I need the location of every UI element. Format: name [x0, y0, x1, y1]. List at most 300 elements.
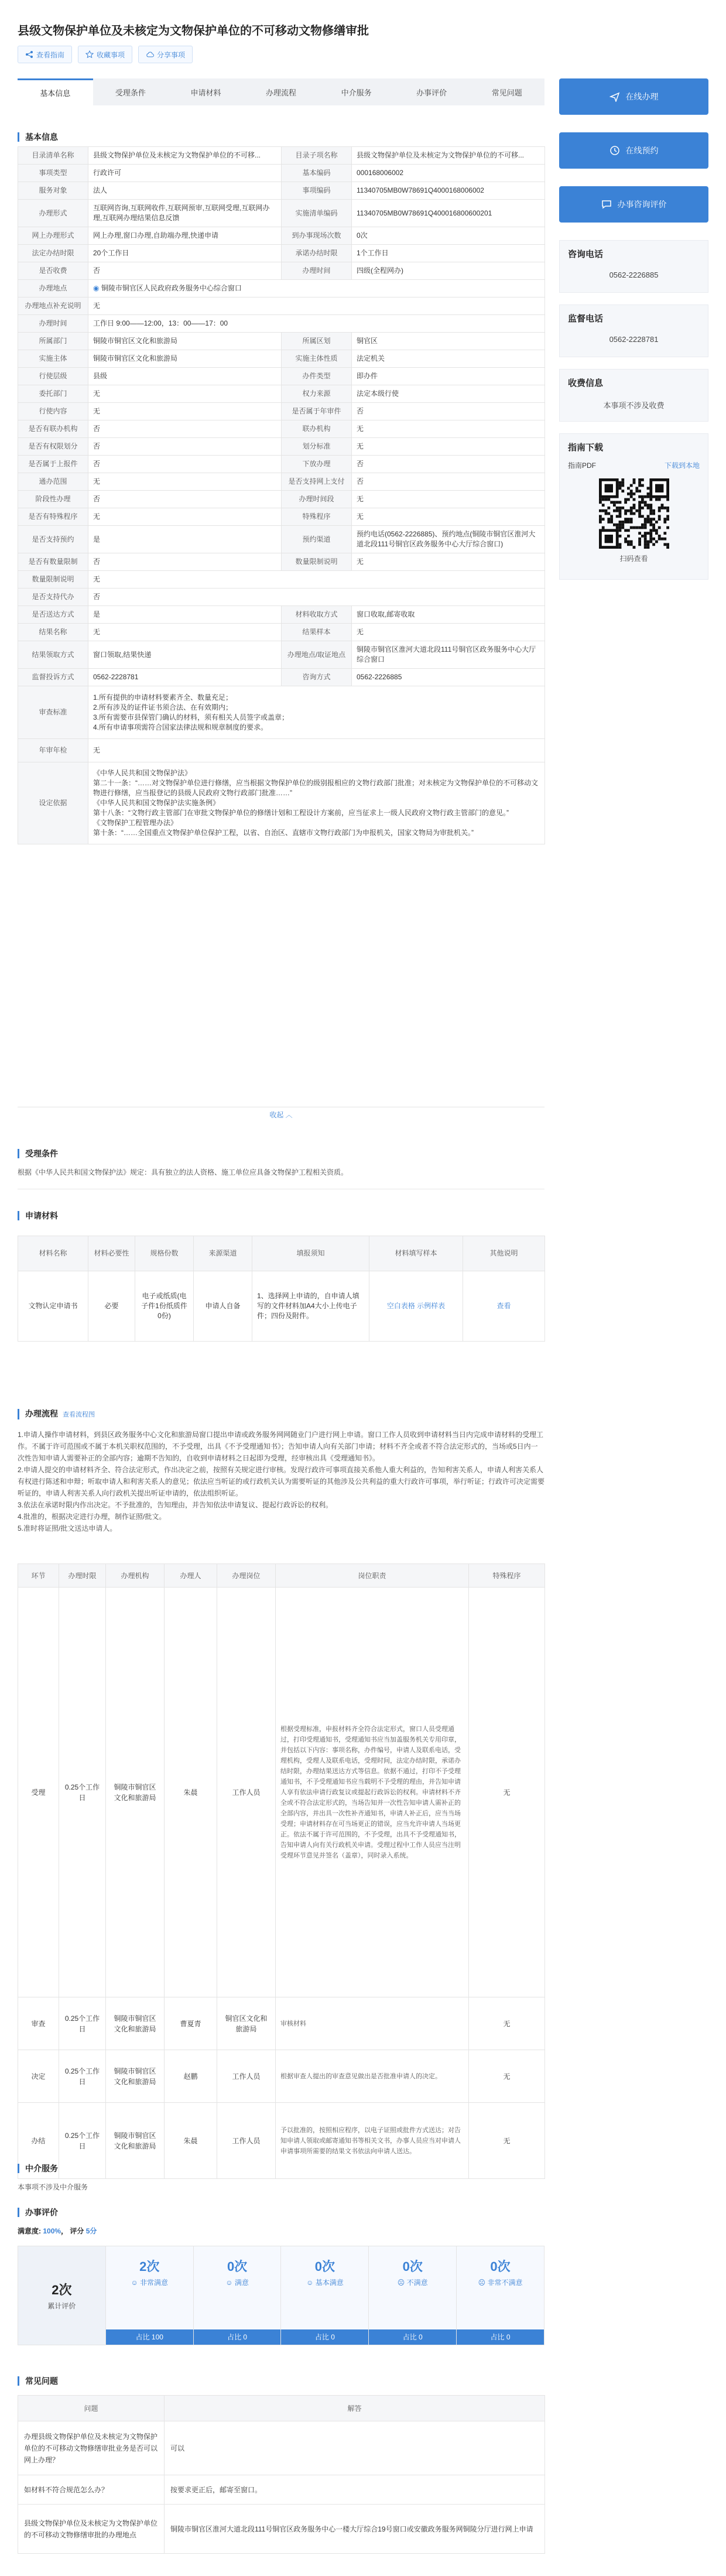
info-label: 办理时间	[18, 315, 88, 333]
faq-answer: 铜陵市铜官区淮河大道北段111号铜官区政务服务中心一楼大厅综合19号窗口或安徽政务服务网铜陵分厅进行网上申请	[165, 2505, 545, 2554]
process-step-text: 3.依法在承诺时限内作出决定。不予批准的，告知理由，并告知依法申请复议、提起行政诉讼的权利。	[18, 1501, 333, 1509]
eval-total	[18, 2246, 106, 2345]
info-value: 否	[352, 473, 545, 491]
info-value: 工作日 9:00——12:00，13：00——17：00	[88, 315, 545, 333]
info-value: 即办件	[352, 368, 545, 385]
material-necessity: 必要	[88, 1271, 135, 1342]
table-row	[18, 2475, 545, 2505]
info-value: 无	[352, 624, 545, 641]
info-label: 是否支持代办	[18, 589, 88, 606]
process-cell: 铜陵市铜官区文化和旅游局	[106, 1997, 165, 2050]
online-apply-label: 在线办理	[625, 92, 659, 101]
text-line: 3.所有需要市县保管门确认的材料，须有相关人员签字或盖章；	[93, 713, 289, 721]
view-flowchart-link[interactable]: 查看流程图	[63, 1411, 95, 1418]
materials-header: 填报须知	[252, 1236, 369, 1271]
info-label: 办理时间段	[282, 491, 352, 508]
info-label: 年审年检	[18, 739, 88, 762]
info-value: 铜陵市铜官区文化和旅游局	[88, 350, 282, 368]
score-value: 5分	[85, 2227, 97, 2235]
tab-bar	[18, 78, 544, 105]
view-guide-label: 查看指南	[36, 50, 65, 59]
info-row	[18, 624, 545, 641]
info-label: 结果名称	[18, 624, 88, 641]
eval-label: ☹ 不满意	[397, 2279, 428, 2287]
eval-ratio: 占比 0	[281, 2329, 368, 2345]
eval-ratio: 占比 100	[106, 2329, 193, 2345]
info-label: 是否属于年审件	[282, 403, 352, 420]
process-cell: 无	[469, 1588, 545, 1997]
eval-label: ☺ 满意	[225, 2279, 249, 2287]
guide-download-title: 指南下载	[568, 443, 604, 453]
process-cell: 工作人员	[217, 2103, 276, 2179]
share-label: 分享事项	[157, 50, 186, 59]
info-value: 否	[88, 589, 545, 606]
info-label: 网上办理形式	[18, 227, 88, 245]
info-label: 办理地点补充说明	[18, 297, 88, 315]
process-step-text: 5.准时将证照/批文送达申请人。	[18, 1524, 117, 1532]
info-label: 结果样本	[282, 624, 352, 641]
process-header: 办理岗位	[217, 1564, 276, 1588]
materials-heading: 申请材料	[18, 1211, 58, 1220]
info-row	[18, 350, 545, 368]
info-label: 所属区划	[282, 333, 352, 350]
tab-faq[interactable]: 常见问题	[491, 88, 522, 97]
materials-header: 规格份数	[135, 1236, 194, 1271]
table-row	[18, 1271, 545, 1342]
eval-label: ☹ 非常不满意	[478, 2279, 523, 2287]
info-label: 结果领取方式	[18, 641, 88, 669]
process-cell: 铜官区文化和旅游局	[217, 1997, 276, 2050]
info-label: 是否支持预约	[18, 526, 88, 553]
info-value: 11340705MB0W78691Q400016800600201	[352, 200, 545, 227]
cloud-icon	[146, 50, 154, 59]
evaluation-heading: 办事评价	[18, 2208, 58, 2217]
process-header: 办理人	[165, 1564, 217, 1588]
info-value	[88, 762, 545, 844]
process-cell: 0.25个工作日	[59, 1588, 106, 1997]
info-value: 四级(全程网办)	[352, 262, 545, 280]
process-step-text: 1.申请人操作申请材料，到县区政务服务中心文化和旅游局窗口提出申请或政务服务网网随业门户进行网上申请。窗口工作人员收到申请材料当日内完成申请材料的受理工作。不属于许可范围或不属于本机关职权范围的，不予受理，出具《不予受理通知书》；告知申请人向有关部门申请；材料不齐全或者不符合法定形式的，当场或5日内一次性告知申请人需要补正的全部内容；逾期不告知的，自收到申请材料之日起即为受理，经审核出具《受理通知书》。	[18, 1431, 544, 1462]
info-value: 法定机关	[352, 350, 545, 368]
info-label: 审查标准	[18, 686, 88, 739]
tab-process[interactable]: 办理流程	[266, 88, 297, 97]
process-header: 岗位职责	[276, 1564, 469, 1588]
table-row	[18, 2103, 545, 2179]
collapse-toggle[interactable]: 收起 ︿	[18, 1107, 544, 1122]
info-value: 0562-2228781	[88, 669, 282, 686]
info-label: 是否有权限划分	[18, 438, 88, 456]
eval-very-unsatisfied	[457, 2246, 544, 2345]
faq-question: 如材料不符合规范怎么办？	[18, 2475, 165, 2505]
eval-ratio: 占比 0	[369, 2329, 456, 2345]
table-row	[18, 1997, 545, 2050]
text-line: 4.所有申请事项需符合国家法律法规和规章制度的要求。	[93, 723, 268, 731]
info-row	[18, 315, 545, 333]
text-line: 《中华人民共和国文物保护法实施条例》	[93, 799, 220, 807]
frown-icon: ☹	[478, 2279, 488, 2287]
guide-pdf-label: 指南PDF	[568, 461, 597, 470]
info-label: 监督投诉方式	[18, 669, 88, 686]
info-value: 无	[352, 438, 545, 456]
consult-phone-box	[559, 240, 708, 293]
process-cell: 审核材料	[276, 1997, 469, 2050]
intermediary-text: 本事项不涉及中介服务	[18, 2183, 88, 2191]
process-cell: 根据受理标准，申报材料齐全符合法定形式，窗口人员受理通过，打印受理通知书，受理通知书应当加盖服务机关专用印章，并包括以下内容：事项名称，办件编号，申请人及联系电话，受理机构，受理人及联系电话，受理时间，法定办结时限，承诺办结时限，办理结果送达方式等信息。依据不通过，打印不予受理通知书，不予受理通知书应当载明不予受理的理由，并告知申请人享有依法申请行政复议或提起行政诉讼的权利。申请材料不齐全或不符合法定形式的，当场告知并一次性告知申请人需补正的全部内容，并出具一次性补齐通知书，申请人补正后，应当当场受理；申请材料存在可当场更正的错误，应当允许申请人当场更正。依法不属于许可范围的，不予受理，出具不予受理通知书，告知申请人向有关行政机关申请。受理过程中工作人员应当注明受理环节意见并签名（盖章），同时录入系统。	[276, 1588, 469, 1997]
info-label: 是否有联办机构	[18, 420, 88, 438]
star-icon	[85, 50, 94, 59]
page-title: 县级文物保护单位及未核定为文物保护单位的不可移动文物修缮审批	[18, 25, 369, 37]
info-row	[18, 227, 545, 245]
info-value: 无	[88, 508, 282, 526]
info-value: 预约电话(0562-2226885)、预约地点(铜陵市铜官区淮河大道北段111号铜官区政务服务中心大厅综合窗口)	[352, 526, 545, 553]
eval-very-satisfied	[106, 2246, 194, 2345]
info-value: 000168006002	[352, 165, 545, 182]
materials-header: 材料名称	[18, 1236, 88, 1271]
online-booking-button[interactable]	[559, 132, 708, 169]
process-heading-label: 办理流程	[25, 1409, 58, 1418]
info-value: 否	[88, 456, 282, 473]
info-label: 权力来源	[282, 385, 352, 403]
frown-icon: ☹	[397, 2279, 407, 2287]
info-value: 无	[88, 571, 545, 589]
info-value: 无	[352, 553, 545, 571]
process-cell: 无	[469, 2103, 545, 2179]
info-label: 办理地点/取证地点	[282, 641, 352, 669]
table-row	[18, 2050, 545, 2103]
info-row	[18, 508, 545, 526]
evaluation-panel	[18, 2246, 544, 2345]
materials-header: 材料填写样本	[369, 1236, 463, 1271]
info-row	[18, 280, 545, 297]
info-row	[18, 686, 545, 739]
info-row	[18, 526, 545, 553]
info-value: 无	[88, 473, 282, 491]
tab-conditions[interactable]: 受理条件	[115, 88, 146, 97]
process-cell: 铜陵市铜官区文化和旅游局	[106, 2103, 165, 2179]
info-label: 通办范围	[18, 473, 88, 491]
text-line: 《中华人民共和国文物保护法》	[93, 769, 192, 777]
info-value: 否	[352, 403, 545, 420]
materials-table	[18, 1236, 545, 1342]
share-button[interactable]	[138, 46, 193, 63]
process-cell: 赵鹏	[165, 2050, 217, 2103]
eval-ratio: 占比 0	[457, 2329, 544, 2345]
smile-icon: ☺	[225, 2279, 235, 2287]
material-sample-link[interactable]: 空白表格 示例样表	[369, 1271, 463, 1342]
info-value: 法定本级行使	[352, 385, 545, 403]
material-notes: 1、选择网上申请的，自申请人填写的文件材料加A4大小上传电子件；四份及附件。	[252, 1271, 369, 1342]
info-value: 0次	[352, 227, 545, 245]
process-cell: 予以批准的，按照相应程序，以电子证照或批件方式送达；对告知申请人领取或邮寄通知书等相关文书，办事人员应当对申请人申请事项所需要的结果文书依法向申请人送达。	[276, 2103, 469, 2179]
basic-info-heading: 基本信息	[18, 132, 58, 142]
info-value	[88, 280, 545, 297]
text-line: 2.所有涉及的证件证书须合法、在有效期内；	[93, 703, 233, 711]
info-value: 否	[88, 491, 282, 508]
info-label: 办理地点	[18, 280, 88, 297]
info-value: 无	[88, 297, 545, 315]
info-row	[18, 385, 545, 403]
process-table	[18, 1564, 545, 2179]
tab-basic-info[interactable]: 基本信息	[18, 78, 93, 105]
qr-label: 扫码查看	[619, 555, 648, 563]
material-spec: 电子或纸质(电子件1份纸质件0份)	[135, 1271, 194, 1342]
info-row	[18, 762, 545, 844]
eval-count: 0次	[314, 2259, 335, 2274]
eval-total-label: 累计评价	[47, 2302, 76, 2310]
material-source: 申请人自备	[194, 1271, 252, 1342]
text-line: 第十条：“……全国重点文物保护单位保护工程，以省、自治区、直辖市文物行政部门为申报机关，国家文物局为审批机关。”	[93, 829, 474, 837]
chat-icon	[601, 199, 612, 210]
info-value: 无	[88, 739, 545, 762]
info-row	[18, 589, 545, 606]
info-row	[18, 403, 545, 420]
info-row	[18, 606, 545, 624]
info-row	[18, 571, 545, 589]
info-label: 事项类型	[18, 165, 88, 182]
process-header: 特殊程序	[469, 1564, 545, 1588]
text-line: 1.所有提供的申请材料要素齐全、数量充足；	[93, 693, 233, 702]
info-value	[88, 686, 545, 739]
info-label: 数量限制说明	[282, 553, 352, 571]
info-value: 县级文物保护单位及未核定为文物保护单位的不可移...	[88, 147, 282, 165]
info-value: 否	[352, 456, 545, 473]
process-header: 办理时限	[59, 1564, 106, 1588]
info-label: 事项编码	[282, 182, 352, 200]
share-icon	[25, 50, 33, 59]
process-cell: 根据审查人提出的审查意见做出是否批准申请人的决定。	[276, 2050, 469, 2103]
supervise-phone-value: 0562-2228781	[609, 335, 659, 344]
qr-code-image	[599, 478, 669, 549]
info-label: 数量限制说明	[18, 571, 88, 589]
charge-info-title: 收费信息	[568, 378, 604, 388]
info-label: 办件类型	[282, 368, 352, 385]
text-line: 第二十一条：“……对文物保护单位进行修缮，应当根据文物保护单位的级别报相应的文物行政部门批准；对未核定为文物保护单位的不可移动文物进行修缮，应当报登记的县级人民政府文物行政部门批准……”	[93, 779, 539, 797]
charge-info-box	[559, 369, 708, 422]
process-cell: 0.25个工作日	[59, 2103, 106, 2179]
info-value: 否	[88, 438, 282, 456]
process-cell: 办结	[18, 2103, 59, 2179]
info-label: 划分标准	[282, 438, 352, 456]
info-label: 所属部门	[18, 333, 88, 350]
process-cell: 无	[469, 2050, 545, 2103]
tab-intermediary[interactable]: 中介服务	[341, 88, 372, 97]
info-value: 无	[352, 491, 545, 508]
faq-question: 县级文物保护单位及未核定为文物保护单位的不可移动文物修缮审批的办理地点	[18, 2505, 165, 2554]
info-label: 咨询方式	[282, 669, 352, 686]
clock-icon	[609, 145, 620, 156]
location-icon: ◉	[93, 284, 101, 292]
process-header: 办理机构	[106, 1564, 165, 1588]
action-bar	[18, 46, 193, 63]
info-row	[18, 553, 545, 571]
info-label: 承诺办结时限	[282, 245, 352, 262]
info-row	[18, 147, 545, 165]
eval-count: 2次	[139, 2259, 160, 2274]
info-label: 基本编码	[282, 165, 352, 182]
info-label: 是否支持网上支付	[282, 473, 352, 491]
info-value: 否	[88, 420, 282, 438]
info-label: 服务对象	[18, 182, 88, 200]
info-row	[18, 368, 545, 385]
info-label: 目录子项名称	[282, 147, 352, 165]
process-header: 环节	[18, 1564, 59, 1588]
table-row	[18, 2421, 545, 2475]
guide-download-link[interactable]: 下载到本地	[664, 461, 700, 470]
table-row	[18, 1588, 545, 1997]
process-cell: 无	[469, 1997, 545, 2050]
info-label: 是否收费	[18, 262, 88, 280]
process-cell: 工作人员	[217, 2050, 276, 2103]
consult-phone-value: 0562-2226885	[609, 271, 659, 279]
eval-basic-satisfied	[281, 2246, 369, 2345]
info-value: 无	[88, 624, 282, 641]
process-step-text: 4.批准的，根据决定进行办理，制作证照/批文。	[18, 1513, 166, 1521]
info-row	[18, 200, 545, 227]
info-label: 联办机构	[282, 420, 352, 438]
info-row	[18, 739, 545, 762]
info-row	[18, 669, 545, 686]
info-label: 设定依据	[18, 762, 88, 844]
process-step-text: 2.申请人提交的申请材料齐全、符合法定形式，作出决定之前，按照有关规定进行审核。发现行政许可事项直接关系他人重大利益的，告知利害关系人，申请人利害关系人有权进行陈述和申辩；听取申请人和利害关系人的意见；依法应当听证的或行政机关认为需要听证的其他涉及公共利益的重大行政许可事项，举行听证；行政许可决定需要听证的，申请人利害关系人向行政机关提出听证申请的，依法组织听证。	[18, 1466, 545, 1497]
eval-label: ☺ 基本满意	[306, 2279, 344, 2287]
info-row	[18, 165, 545, 182]
send-icon	[609, 91, 620, 102]
eval-count: 0次	[402, 2259, 423, 2274]
consult-evaluate-button[interactable]	[559, 186, 708, 223]
material-view-link[interactable]: 查看	[463, 1271, 545, 1342]
process-cell: 工作人员	[217, 1588, 276, 1997]
info-label: 目录清单名称	[18, 147, 88, 165]
satisfaction-value: 100%	[43, 2227, 61, 2235]
info-row	[18, 438, 545, 456]
qr-code	[560, 478, 708, 549]
info-value: 否	[88, 262, 282, 280]
info-label: 预约渠道	[282, 526, 352, 553]
info-value: 铜陵市铜官区文化和旅游局	[88, 333, 282, 350]
info-row	[18, 262, 545, 280]
info-label: 是否有数量限制	[18, 553, 88, 571]
material-name: 文物认定申请书	[18, 1271, 88, 1342]
info-label: 办理时间	[282, 262, 352, 280]
info-row	[18, 245, 545, 262]
text-line: 《文物保护工程管理办法》	[93, 819, 178, 827]
process-cell: 受理	[18, 1588, 59, 1997]
faq-answer: 按要求更正后，邮寄至窗口。	[165, 2475, 545, 2505]
info-value: 0562-2226885	[352, 669, 545, 686]
info-row	[18, 297, 545, 315]
info-label: 特殊程序	[282, 508, 352, 526]
info-value: 是	[88, 526, 282, 553]
info-value: 20个工作日	[88, 245, 282, 262]
conditions-heading: 受理条件	[18, 1149, 58, 1158]
faq-table	[18, 2395, 545, 2554]
materials-header: 其他说明	[463, 1236, 545, 1271]
supervise-phone-title: 监督电话	[568, 314, 604, 324]
eval-count: 0次	[227, 2259, 248, 2274]
smile-icon: ☺	[131, 2279, 141, 2287]
info-label: 是否属于上报件	[18, 456, 88, 473]
info-label: 实施清单编码	[282, 200, 352, 227]
charge-info-value: 本事项不涉及收费	[603, 401, 665, 410]
conditions-text: 根据《中华人民共和国文物保护法》规定：具有独立的法人资格、施工单位应具备文物保护工程相关资质。	[18, 1168, 348, 1176]
process-cell: 铜陵市铜官区文化和旅游局	[106, 2050, 165, 2103]
satisfaction-line: 满意度: 100%， 评分 5分	[18, 2227, 97, 2235]
faq-header: 解答	[165, 2396, 545, 2421]
tab-materials[interactable]: 申请材料	[190, 88, 221, 97]
info-value: 无	[352, 420, 545, 438]
info-row	[18, 641, 545, 669]
process-heading	[18, 1409, 95, 1419]
info-label: 到办事现场次数	[282, 227, 352, 245]
score-label: 评分	[70, 2227, 84, 2235]
info-row	[18, 182, 545, 200]
info-value: 铜陵市铜官区淮河大道北段111号铜官区政务服务中心大厅综合窗口	[352, 641, 545, 669]
intermediary-heading: 中介服务	[18, 2164, 58, 2173]
info-value: 11340705MB0W78691Q4000168006002	[352, 182, 545, 200]
info-value: 县级	[88, 368, 282, 385]
location-text: 铜陵市铜官区人民政府政务服务中心综合窗口	[101, 284, 242, 292]
info-value: 窗口领取,结果快递	[88, 641, 282, 669]
info-label: 实施主体性质	[282, 350, 352, 368]
process-cell: 审查	[18, 1997, 59, 2050]
guide-download-box	[559, 433, 708, 580]
info-value: 网上办理,窗口办理,自助端办理,快递申请	[88, 227, 282, 245]
info-row	[18, 491, 545, 508]
info-label: 材料收取方式	[282, 606, 352, 624]
info-value: 无	[352, 508, 545, 526]
info-label: 行使层级	[18, 368, 88, 385]
process-cell: 铜陵市铜官区文化和旅游局	[106, 1588, 165, 1997]
materials-header: 材料必要性	[88, 1236, 135, 1271]
guide-links	[560, 453, 708, 470]
info-label: 法定办结时限	[18, 245, 88, 262]
info-label: 办理形式	[18, 200, 88, 227]
process-cell: 0.25个工作日	[59, 1997, 106, 2050]
info-label: 阶段性办理	[18, 491, 88, 508]
satisfaction-label: 满意度:	[18, 2227, 41, 2235]
eval-count: 0次	[490, 2259, 511, 2274]
process-cell: 0.25个工作日	[59, 2050, 106, 2103]
favorite-button[interactable]	[78, 46, 132, 63]
tab-evaluation[interactable]: 办事评价	[416, 88, 447, 97]
faq-answer: 可以	[165, 2421, 545, 2475]
info-label: 下放办理	[282, 456, 352, 473]
materials-header: 来源渠道	[194, 1236, 252, 1271]
process-text	[18, 1429, 544, 1534]
info-row	[18, 456, 545, 473]
supervise-phone-box	[559, 305, 708, 357]
process-cell: 曹夏青	[165, 1997, 217, 2050]
info-value: 县级文物保护单位及未核定为文物保护单位的不可移...	[352, 147, 545, 165]
faq-question: 办理县级文物保护单位及未核定为文物保护单位的不可移动文物修缮审批业务是否可以网上办理？	[18, 2421, 165, 2475]
consult-evaluate-label: 办事咨询评价	[617, 200, 667, 209]
info-value: 无	[88, 403, 282, 420]
info-value: 是	[88, 606, 282, 624]
info-label: 是否有特殊程序	[18, 508, 88, 526]
online-booking-label: 在线预约	[625, 146, 659, 155]
eval-total-count: 2次	[52, 2283, 72, 2297]
eval-ratio: 占比 0	[194, 2329, 281, 2345]
favorite-label: 收藏事项	[97, 50, 125, 59]
info-value: 行政许可	[88, 165, 282, 182]
info-row	[18, 473, 545, 491]
info-row	[18, 333, 545, 350]
faq-header: 问题	[18, 2396, 165, 2421]
view-guide-button[interactable]	[18, 46, 72, 63]
text-line: 第十八条：“文物行政主管部门在审批文物保护单位的修缮计划和工程设计方案前，应当征求上一级人民政府文物行政主管部门的意见。”	[93, 809, 509, 817]
online-apply-button[interactable]	[559, 78, 708, 115]
faq-heading: 常见问题	[18, 2376, 58, 2386]
